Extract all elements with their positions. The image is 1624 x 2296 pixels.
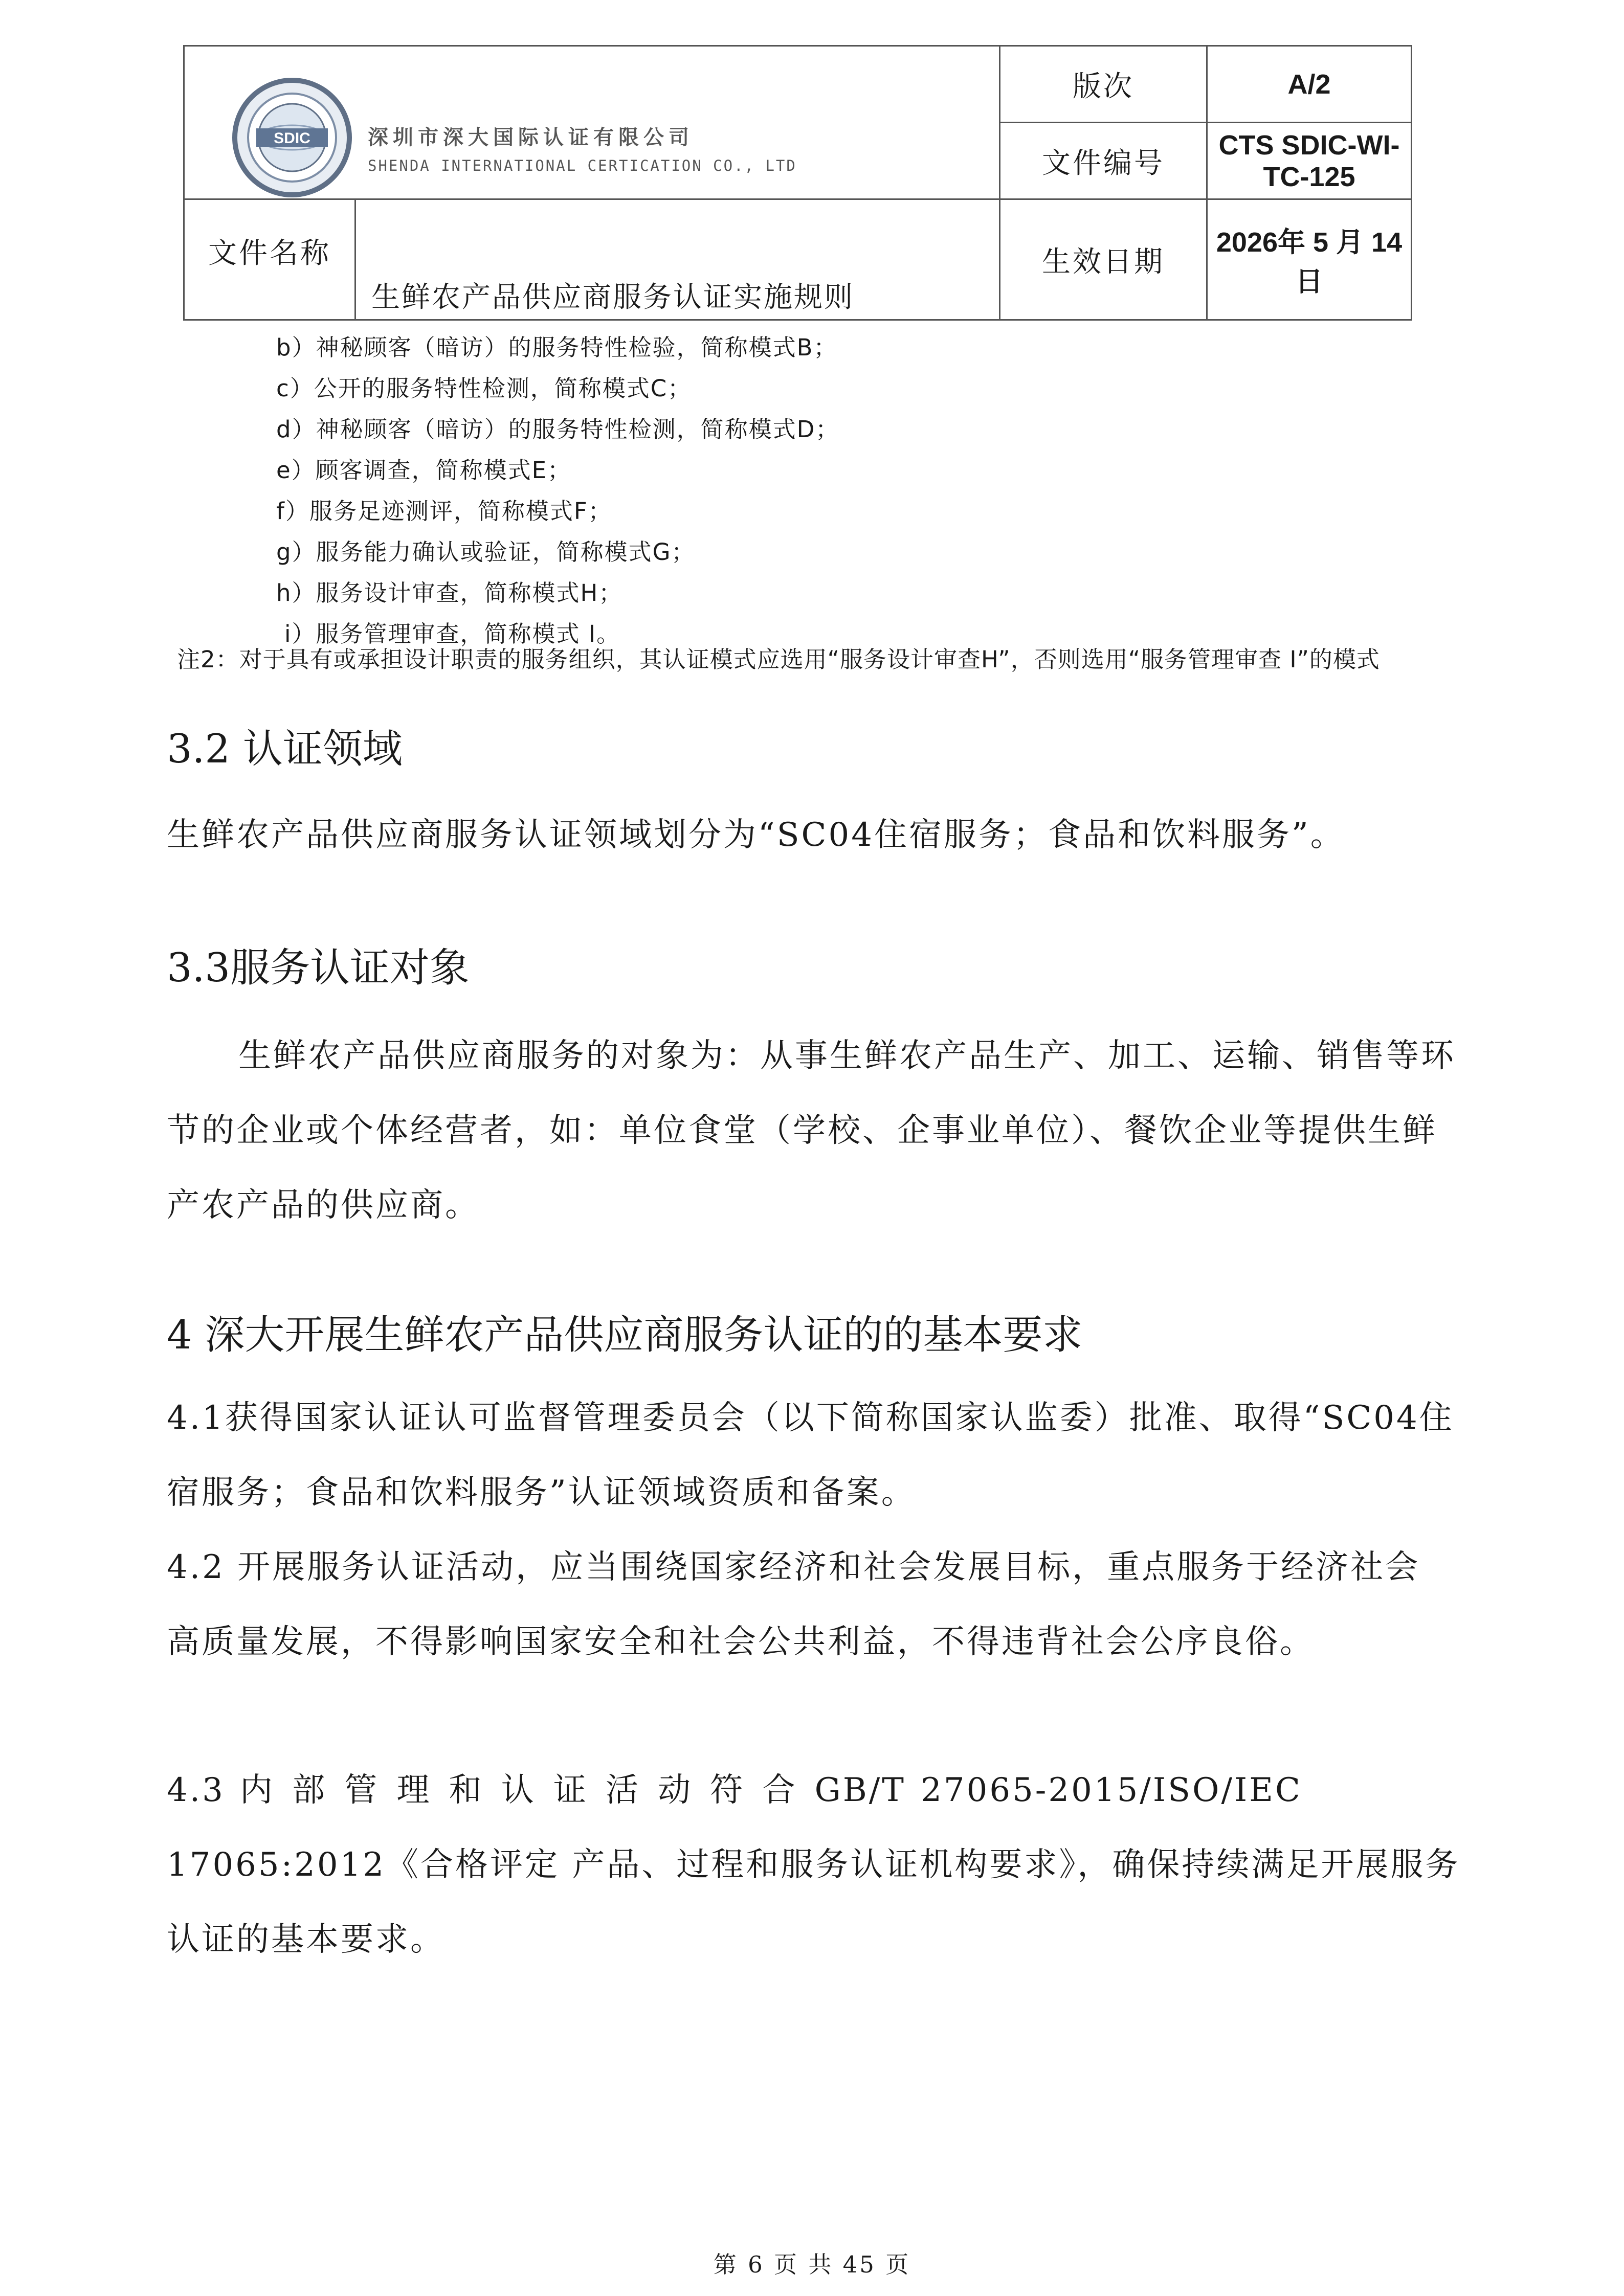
company-name-cn: 深圳市深大国际认证有限公司 bbox=[368, 126, 694, 149]
company-seal-icon bbox=[231, 76, 353, 199]
mode-item: b）神秘顾客（暗访）的服务特性检验，简称模式B； bbox=[276, 334, 838, 361]
mode-item: h）服务设计审查，简称模式H； bbox=[276, 579, 623, 606]
mode-item: d）神秘顾客（暗访）的服务特性检测，简称模式D； bbox=[276, 416, 840, 443]
section-4-heading: 4 深大开展生鲜农产品供应商服务认证的的基本要求 bbox=[167, 1312, 1083, 1358]
edition-label: 版次 bbox=[1000, 46, 1207, 123]
note-2: 注2：对于具有或承担设计职责的服务组织，其认证模式应选用“服务设计审查H”，否则选用“服务管理审查 I”的模式 bbox=[177, 646, 1380, 673]
effective-date-value: 2026年 5 月 14 日 bbox=[1207, 199, 1412, 320]
document-header-table bbox=[183, 45, 1412, 321]
mode-item: c）公开的服务特性检测，简称模式C； bbox=[276, 375, 692, 402]
section-4-1-text: 4.1获得国家认证认可监督管理委员会（以下简称国家认监委）批准、取得“SC04住宿服务；食品和饮料服务”认证领域资质和备案。 bbox=[167, 1399, 1454, 1512]
edition-value: A/2 bbox=[1207, 46, 1412, 123]
doc-name-label: 文件名称 bbox=[184, 199, 355, 320]
page-number-footer: 第 6 页 共 45 页 bbox=[713, 2251, 911, 2278]
effective-date-label: 生效日期 bbox=[1000, 199, 1207, 320]
seal-logo-text: SDIC bbox=[274, 130, 310, 147]
mode-item: i）服务管理审查，简称模式 I。 bbox=[284, 620, 621, 647]
doc-number-value: CTS SDIC-WI-TC-125 bbox=[1207, 123, 1412, 199]
mode-item: e）顾客调查，简称模式E； bbox=[276, 457, 572, 484]
section-4-3-line1: 4.3 内 部 管 理 和 认 证 活 动 符 合 GB/T 27065-2015/ISO/IEC bbox=[167, 1771, 1302, 1809]
section-3-3-text: 生鲜农产品供应商服务的对象为：从事生鲜农产品生产、加工、运输、销售等环节的企业或个体经营者，如：单位食堂（学校、企事业单位）、餐饮企业等提供生鲜产农产品的供应商。 bbox=[167, 1037, 1456, 1224]
doc-name-value: 生鲜农产品供应商服务认证实施规则 bbox=[355, 199, 1000, 320]
mode-item: f）服务足迹测评，简称模式F； bbox=[276, 498, 612, 525]
company-name-en: SHENDA INTERNATIONAL CERTICATION CO., LTD bbox=[368, 157, 797, 174]
company-logo-cell bbox=[184, 46, 1000, 199]
section-3-3-heading: 3.3服务认证对象 bbox=[167, 945, 470, 991]
mode-item: g）服务能力确认或验证，简称模式G； bbox=[276, 538, 696, 566]
section-4-2-text: 4.2 开展服务认证活动，应当围绕国家经济和社会发展目标，重点服务于经济社会高质量发展，不得影响国家安全和社会公共利益，不得违背社会公序良俗。 bbox=[167, 1548, 1420, 1661]
section-4-3-text: 17065:2012《合格评定 产品、过程和服务认证机构要求》，确保持续满足开展服务认证的基本要求。 bbox=[167, 1846, 1460, 1959]
doc-number-label: 文件编号 bbox=[1000, 123, 1207, 199]
section-3-2-text: 生鲜农产品供应商服务认证领域划分为“SC04住宿服务；食品和饮料服务”。 bbox=[167, 816, 1345, 854]
section-3-2-heading: 3.2 认证领域 bbox=[167, 726, 403, 772]
